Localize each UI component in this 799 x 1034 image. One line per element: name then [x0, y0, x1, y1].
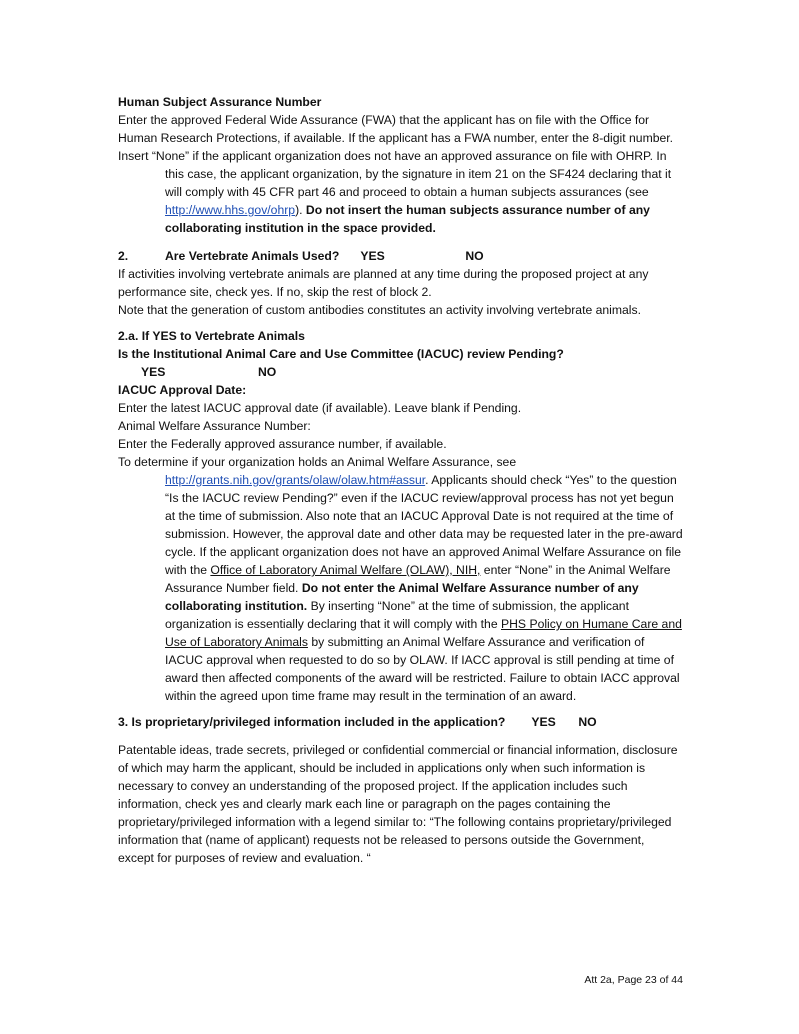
- hsa-bold-note: Do not insert the human subjects assurance number of any collaborating institution in the space provided.: [165, 203, 650, 235]
- awa-text-1: . Applicants should check “Yes” to the question “Is the IACUC review Pending?” even if the IACUC review/approval process has not yet begun at the time of submission. Also note that an IACUC Approval Date is not required at the time of submission. However, the approval date and other data may be requested later in the pre-award cycle. If the applicant organization does not have an approved Animal Welfare Assurance on file with the: [165, 473, 683, 577]
- section-2a-heading: 2.a. If YES to Vertebrate Animals: [118, 329, 305, 343]
- awa-text: Enter the Federally approved assurance number, if available.: [118, 437, 447, 451]
- awa-text-2: enter “None” in the Animal Welfare Assurance Number field.: [165, 563, 671, 595]
- awa-label: Animal Welfare Assurance Number:: [118, 419, 311, 433]
- document-page: [118, 93, 683, 867]
- phs-policy-reference: PHS Policy on Humane Care and Use of Laboratory Animals: [165, 617, 682, 649]
- hsa-p2-rest: this case, the applicant organization, by the signature in item 21 on the SF424 declaring that it will comply with 45 CFR part 46 and proceed to obtain a human subjects assurances (see: [165, 167, 672, 199]
- awa-bold-note: Do not enter the Animal Welfare Assurance number of any collaborating institution.: [165, 581, 639, 613]
- awa-determine-text: To determine if your organization holds an Animal Welfare Assurance, see: [118, 455, 517, 469]
- hsa-after-link: ).: [295, 203, 303, 217]
- hsa-paragraph-2: [118, 147, 683, 165]
- section-3-question-text: 3. Is proprietary/privileged information included in the application?: [118, 715, 506, 729]
- section-3-yes-option[interactable]: YES: [531, 715, 556, 729]
- hsa-paragraph-1: Enter the approved Federal Wide Assurance (FWA) that the applicant has on file with the Office for Human Research Protections, if available. If the applicant has a FWA number, enter the 8-digit number.: [118, 113, 674, 145]
- iacuc-approval-heading: IACUC Approval Date:: [118, 383, 247, 397]
- hsa-heading: Human Subject Assurance Number: [118, 95, 322, 109]
- iacuc-options: [118, 363, 683, 381]
- awa-text-3: By inserting “None” at the time of submission, the applicant organization is essentially declaring that it will comply with the: [165, 599, 629, 631]
- olaw-assurance-link[interactable]: http://grants.nih.gov/grants/olaw/olaw.htm#assur: [165, 473, 426, 487]
- section-2-yes-option[interactable]: YES: [360, 249, 385, 263]
- section-2-question-text: Are Vertebrate Animals Used?: [165, 249, 340, 263]
- section-2-paragraph-2: Note that the generation of custom antibodies constitutes an activity involving vertebrate animals.: [118, 303, 641, 317]
- hhs-ohrp-link[interactable]: http://www.hhs.gov/ohrp: [165, 203, 296, 217]
- section-3-paragraph: Patentable ideas, trade secrets, privileged or confidential commercial or financial information, disclosure of which may harm the applicant, should be included in applications only when such information is necessary to convey an understanding of the proposed project. If the application includes such information, check yes and clearly mark each line or paragraph on the pages containing the proprietary/privileged information with a legend similar to: “The following contains proprietary/privileged information that (name of applicant) requests not be released to persons outside the Government, except for purposes of review and evaluation. “: [118, 743, 678, 865]
- iacuc-no-option[interactable]: NO: [258, 365, 277, 379]
- hsa-p2-first: Insert “None” if the applicant organization does not have an approved assurance on file with OHRP. In: [118, 149, 667, 163]
- hsa-paragraph-2-indented: [118, 165, 683, 237]
- section-3-no-option[interactable]: NO: [578, 715, 597, 729]
- section-2-paragraph-1: If activities involving vertebrate animals are planned at any time during the proposed project at any performance site, check yes. If no, skip the rest of block 2.: [118, 267, 649, 299]
- section-3-question: [118, 713, 683, 731]
- iacuc-approval-text: Enter the latest IACUC approval date (if available). Leave blank if Pending.: [118, 401, 522, 415]
- section-2-question: [118, 247, 683, 265]
- iacuc-question: Is the Institutional Animal Care and Use Committee (IACUC) review Pending?: [118, 347, 564, 361]
- awa-text-4: by submitting an Animal Welfare Assurance and verification of IACUC approval when requested to do so by OLAW. If IACC approval is still pending at time of award then affected components of the award will be restricted. Failure to obtain IACC approval within the agreed upon time frame may result in the termination of an award.: [165, 635, 680, 703]
- section-2-number: 2.: [118, 249, 129, 263]
- section-2-no-option[interactable]: NO: [465, 249, 484, 263]
- iacuc-yes-option[interactable]: YES: [141, 365, 166, 379]
- awa-long-paragraph: [118, 471, 683, 705]
- page-footer: Att 2a, Page 23 of 44: [584, 974, 683, 986]
- olaw-reference: Office of Laboratory Animal Welfare (OLAW), NIH,: [210, 563, 481, 577]
